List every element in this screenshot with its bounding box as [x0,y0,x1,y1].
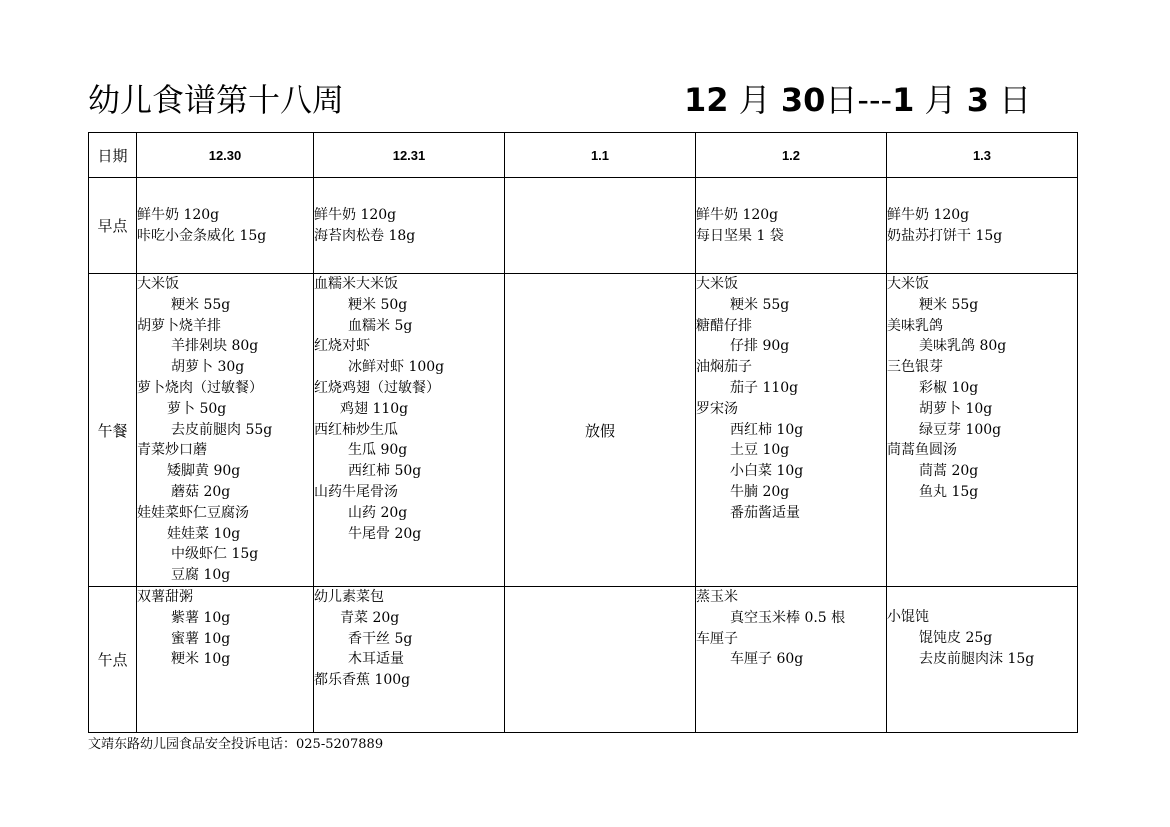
ingredient-line: 仔排 90g [730,338,790,355]
ingredient-line: 血糯米 5g [348,317,413,334]
ingredient-line: 番茄酱适量 [730,504,800,521]
dish-name: 大米饭 [696,276,738,292]
menu-cell-empty [505,178,696,274]
dish-name: 双薯甜粥 [137,589,193,605]
dish-name: 三色银芽 [887,359,943,376]
dish-name: 油焖茄子 [696,359,752,376]
menu-cell [137,178,314,274]
holiday-cell: 放假 [505,274,696,587]
menu-table [88,132,1078,733]
ingredient-line: 生瓜 90g [348,442,408,459]
menu-cell [887,274,1078,587]
row-label-lunch: 午餐 [89,274,137,587]
column-header-date: 日期 [89,133,137,178]
ingredient-line: 茄子 110g [730,379,799,396]
ingredient-line: 西红柿 50g [348,463,422,480]
dish-name: 青菜炒口蘑 [137,442,207,459]
dish-name: 大米饭 [887,276,929,292]
column-header-day: 12.30 [137,133,314,178]
ingredient-line: 娃娃菜 10g [167,525,241,542]
ingredient-line: 去皮前腿肉沫 15g [919,650,1035,667]
ingredient-line: 矮脚黄 90g [167,463,241,480]
ingredient-line: 馄饨皮 25g [919,630,993,647]
dish-name: 大米饭 [137,276,179,292]
ingredient-line: 粳米 50g [348,296,408,313]
menu-cell [696,178,887,274]
complaint-hotline-footer: 文靖东路幼儿园食品安全投诉电话：025-5207889 [88,737,384,752]
ingredient-line: 美味乳鸽 80g [919,338,1007,355]
menu-cell-empty [505,587,696,733]
lunch-row [89,274,1078,587]
menu-cell [314,587,505,733]
ingredient-line: 土豆 10g [730,442,790,459]
dish-name: 胡萝卜烧羊排 [137,317,221,334]
dish-name: 都乐香蕉 100g [314,672,411,689]
menu-cell [887,178,1078,274]
ingredient-line: 茼蒿 20g [919,463,979,480]
date-range-end-month: 1 [892,81,915,119]
ingredient-line: 去皮前腿肉 55g [171,421,273,438]
ingredient-line: 绿豆芽 100g [919,421,1002,438]
menu-line: 鲜牛奶 120g [137,206,220,223]
date-range-start-month: 12 [684,81,729,119]
ingredient-line: 香干丝 5g [348,630,413,647]
menu-cell [887,587,1078,733]
date-range-end-day: 3 [966,81,989,119]
ingredient-line: 牛尾骨 20g [348,525,422,542]
ingredient-line: 鱼丸 15g [919,483,979,500]
dish-name: 萝卜烧肉（过敏餐） [137,379,263,396]
ingredient-line: 粳米 55g [171,296,231,313]
dish-name: 山药牛尾骨汤 [314,483,398,500]
date-range-start-day: 30 [780,81,826,119]
ingredient-line: 鸡翅 110g [340,400,409,417]
dish-name: 茼蒿鱼圆汤 [887,442,957,459]
menu-line: 鲜牛奶 120g [887,206,970,223]
dish-name: 红烧鸡翅（过敏餐） [314,379,440,396]
dish-name: 小馄饨 [887,609,929,626]
ingredient-line: 中级虾仁 15g [171,546,259,563]
menu-line: 鲜牛奶 120g [696,206,779,223]
menu-cell [314,178,505,274]
ingredient-line: 胡萝卜 10g [919,400,993,417]
ingredient-line: 青菜 20g [340,609,400,626]
ingredient-line: 彩椒 10g [919,379,979,396]
menu-cell [137,587,314,733]
dish-name: 糖醋仔排 [696,317,752,334]
dish-name: 红烧对虾 [314,338,370,355]
date-range-separator: 日--- [825,81,893,119]
column-header-day: 1.2 [696,133,887,178]
page-title: 幼儿食谱第十八周 [88,81,345,119]
ingredient-line: 粳米 55g [919,296,979,313]
column-header-day: 1.3 [887,133,1078,178]
menu-line: 海苔肉松卷 18g [314,227,416,244]
menu-line: 奶盐苏打饼干 15g [887,227,1003,244]
date-range-unit-month: 月 [738,81,771,119]
ingredient-line: 牛腩 20g [730,483,790,500]
row-label-snack: 午点 [89,587,137,733]
menu-cell [696,587,887,733]
column-header-day: 1.1 [505,133,696,178]
ingredient-line: 萝卜 50g [167,400,227,417]
dish-name: 蒸玉米 [696,589,738,605]
ingredient-line: 豆腐 10g [171,567,231,584]
ingredient-line: 粳米 10g [171,651,231,668]
ingredient-line: 胡萝卜 30g [171,359,245,376]
dish-name: 娃娃菜虾仁豆腐汤 [137,504,249,521]
ingredient-line: 冰鲜对虾 100g [348,359,445,376]
date-range-unit-month-2: 月 [924,81,957,119]
ingredient-line: 小白菜 10g [730,463,804,480]
ingredient-line: 粳米 55g [730,296,790,313]
ingredient-line: 蜜薯 10g [171,630,231,647]
dish-name: 西红柿炒生瓜 [314,421,398,438]
date-range [684,78,1031,122]
ingredient-line: 西红柿 10g [730,421,804,438]
breakfast-row [89,178,1078,274]
menu-line: 每日坚果 1 袋 [696,227,784,244]
ingredient-line: 山药 20g [348,504,408,521]
row-label-breakfast: 早点 [89,178,137,274]
ingredient-line: 真空玉米棒 0.5 根 [730,609,846,626]
dish-name: 车厘子 [696,630,738,647]
menu-cell [137,274,314,587]
ingredient-line: 羊排剁块 80g [171,338,259,355]
menu-line: 咔吃小金条威化 15g [137,227,267,244]
header-row [89,133,1078,178]
dish-name: 幼儿素菜包 [314,589,384,605]
date-range-unit-day: 日 [999,81,1032,119]
column-header-day: 12.31 [314,133,505,178]
ingredient-line: 车厘子 60g [730,651,804,668]
dish-name: 美味乳鸽 [887,317,943,334]
ingredient-line: 蘑菇 20g [171,483,231,500]
dish-name: 罗宋汤 [696,400,738,417]
ingredient-line: 紫薯 10g [171,609,231,626]
snack-row [89,587,1078,733]
ingredient-line: 木耳适量 [348,651,404,668]
menu-line: 鲜牛奶 120g [314,206,397,223]
dish-name: 血糯米大米饭 [314,276,398,292]
menu-cell [696,274,887,587]
menu-cell [314,274,505,587]
